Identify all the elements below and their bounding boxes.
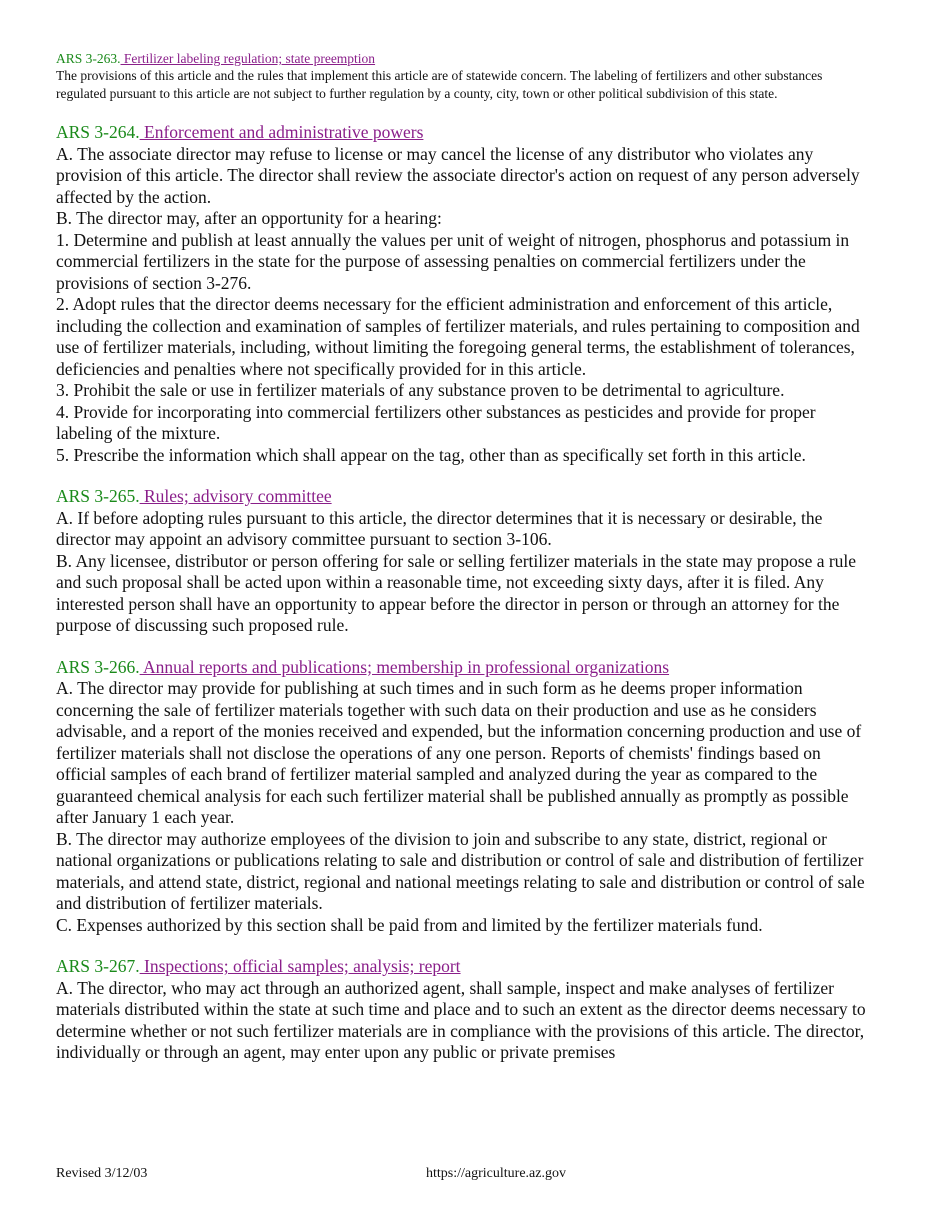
section-paragraph: 4. Provide for incorporating into commercial fertilizers other substances as pesticides and provide for proper labeling of the mixture.	[56, 401, 816, 444]
section-paragraph: A. If before adopting rules pursuant to this article, the director determines that it is necessary or desirable, the director may appoint an advisory committee pursuant to section 3-106.	[56, 507, 823, 550]
section-paragraph: A. The director may provide for publishing at such times and in such form as he deems proper information concerning the sale of fertilizer materials together with such data on their production and use as he considers advisable, and a report of the monies received and expended, but the information concerning production and use of fertilizer materials shall not disclose the operations of any one person. Reports of chemists' findings based on official samples of each brand of fertilizer material sampled and analyzed during the year as compared to the guaranteed chemical analysis for each such fertilizer material shall be published annually as promptly as possible after January 1 each year.	[56, 678, 862, 828]
section-title-link[interactable]: Enforcement and administrative powers	[139, 122, 424, 143]
section-3-264	[56, 122, 871, 466]
section-heading	[56, 50, 871, 67]
section-title-link[interactable]: Inspections; official samples; analysis; report	[139, 956, 461, 977]
section-heading	[56, 657, 871, 679]
section-code: ARS 3-263.	[56, 51, 121, 66]
section-code: ARS 3-266.	[56, 656, 140, 677]
section-3-267	[56, 956, 871, 1064]
section-3-266	[56, 657, 871, 937]
page-footer	[56, 1166, 871, 1184]
section-title-link[interactable]: Rules; advisory committee	[139, 486, 332, 507]
section-title-link[interactable]: Annual reports and publications; membership in professional organizations	[139, 656, 670, 677]
revision-date: Revised 3/12/03	[56, 1166, 148, 1181]
section-paragraph: B. Any licensee, distributor or person offering for sale or selling fertilizer materials in the state may propose a rule and such proposal shall be acted upon within a reasonable time, not exceeding sixty days, after it is filed. Any interested person shall have an opportunity to appear before the director in person or through an attorney for the purpose of discussing such proposed rule.	[56, 550, 857, 636]
section-paragraph: A. The associate director may refuse to license or may cancel the license of any distributor who violates any provision of this article. The director shall review the associate director's action on request of any person adversely affected by the action.	[56, 143, 860, 207]
section-title-link[interactable]: Fertilizer labeling regulation; state preemption	[120, 51, 376, 66]
section-paragraph: B. The director may authorize employees of the division to join and subscribe to any state, district, regional or national organizations or publications relating to sale and distribution or control of sale and distribution of fertilizer materials, and attend state, district, regional and national meetings relating to sale and distribution or control of sale and distribution of fertilizer materials.	[56, 828, 865, 914]
section-paragraph: 3. Prohibit the sale or use in fertilizer materials of any substance proven to be detrimental to agriculture.	[56, 380, 785, 401]
section-heading	[56, 122, 871, 144]
section-paragraph: B. The director may, after an opportunity for a hearing:	[56, 208, 442, 229]
document-body	[56, 50, 871, 1064]
section-code: ARS 3-267.	[56, 956, 140, 977]
section-3-265	[56, 486, 871, 637]
section-paragraph: A. The director, who may act through an authorized agent, shall sample, inspect and make analyses of fertilizer materials distributed within the state at such time and place and to such an extent as the director deems necessary to determine whether or not such fertilizer materials are in compliance with the provisions of this article. The director, individually or through an agent, may enter upon any public or private premises	[56, 977, 866, 1063]
section-code: ARS 3-264.	[56, 122, 140, 143]
section-paragraph: The provisions of this article and the rules that implement this article are of statewide concern. The labeling of fertilizers and other substances regulated pursuant to this article are not subject to further regulation by a county, city, town or other political subdivision of this state.	[56, 68, 823, 101]
section-paragraph: 1. Determine and publish at least annually the values per unit of weight of nitrogen, phosphorus and potassium in commercial fertilizers in the state for the purpose of assessing penalties on commercial fertilizers under the provisions of section 3-276.	[56, 229, 850, 293]
section-paragraph: 2. Adopt rules that the director deems necessary for the efficient administration and enforcement of this article, including the collection and examination of samples of fertilizer materials, and rules pertaining to composition and use of fertilizer materials, including, without limiting the foregoing general terms, the establishment of tolerances, deficiencies and penalties where not specifically provided for in this article.	[56, 294, 860, 379]
section-paragraph: C. Expenses authorized by this section shall be paid from and limited by the fertilizer materials fund.	[56, 914, 763, 935]
section-3-263	[56, 50, 871, 102]
section-heading	[56, 486, 871, 508]
section-heading	[56, 956, 871, 978]
section-paragraph: 5. Prescribe the information which shall appear on the tag, other than as specifically set forth in this article.	[56, 444, 806, 465]
section-code: ARS 3-265.	[56, 486, 140, 507]
footer-url: https://agriculture.az.gov	[426, 1166, 566, 1181]
